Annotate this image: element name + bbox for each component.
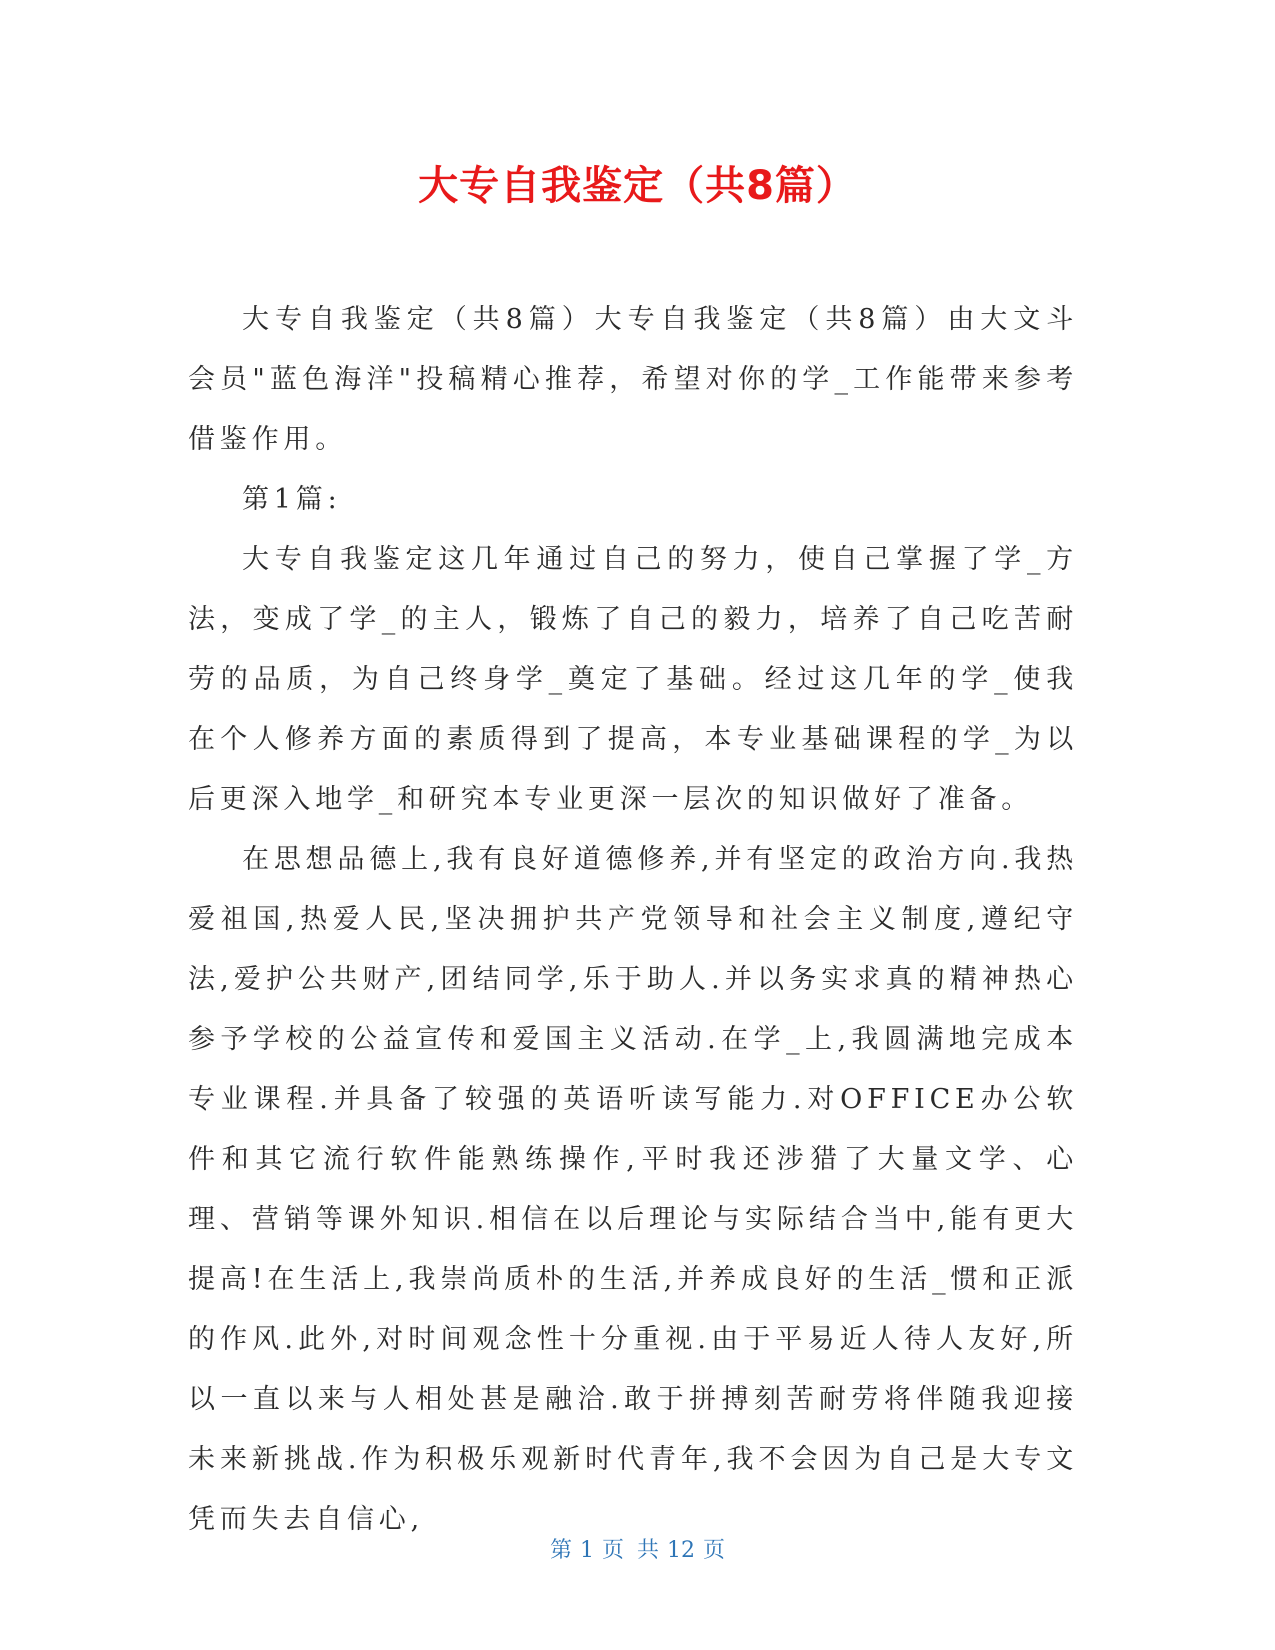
footer-middle: 页 共 (602, 1538, 659, 1563)
footer-suffix: 页 (703, 1538, 726, 1563)
paragraph-heading: 第1篇: (242, 484, 342, 515)
paragraph-1: 大专自我鉴定这几年通过自己的努力，使自己掌握了学_方法，变成了学_的主人，锻炼了自己的毅力，培养了自己吃苦耐劳的品质，为自己终身学_奠定了基础。经过这几年的学_使我在个人修养方面的素质得到了提高，本专业基础课程的学_为以后更深入地学_和研究本专业更深一层次的知识做好了准备。 (188, 544, 1078, 815)
footer-total-pages: 12 (667, 1538, 695, 1563)
document-body (188, 290, 1078, 1550)
footer-prefix: 第 (549, 1538, 572, 1563)
page-footer (0, 1536, 1275, 1566)
footer-current-page: 1 (580, 1538, 594, 1563)
document-title: 大专自我鉴定（共8篇） (418, 163, 857, 209)
paragraph-intro: 大专自我鉴定（共8篇）大专自我鉴定（共8篇）由大文斗会员"蓝色海洋"投稿精心推荐，希望对你的学_工作能带来参考借鉴作用。 (188, 304, 1078, 455)
paragraph-2: 在思想品德上,我有良好道德修养,并有坚定的政治方向.我热爱祖国,热爱人民,坚决拥护共产党领导和社会主义制度,遵纪守法,爱护公共财产,团结同学,乐于助人.并以务实求真的精神热心参予学校的公益宣传和爱国主义活动.在学_上,我圆满地完成本专业课程.并具备了较强的英语听读写能力.对OFFICE办公软件和其它流行软件能熟练操作,平时我还涉猎了大量文学、心理、营销等课外知识.相信在以后理论与实际结合当中,能有更大提高!在生活上,我崇尚质朴的生活,并养成良好的生活_惯和正派的作风.此外,对时间观念性十分重视.由于平易近人待人友好,所以一直以来与人相处甚是融洽.敢于拼搏刻苦耐劳将伴随我迎接未来新挑战.作为积极乐观新时代青年,我不会因为自己是大专文凭而失去自信心, (188, 844, 1078, 1535)
